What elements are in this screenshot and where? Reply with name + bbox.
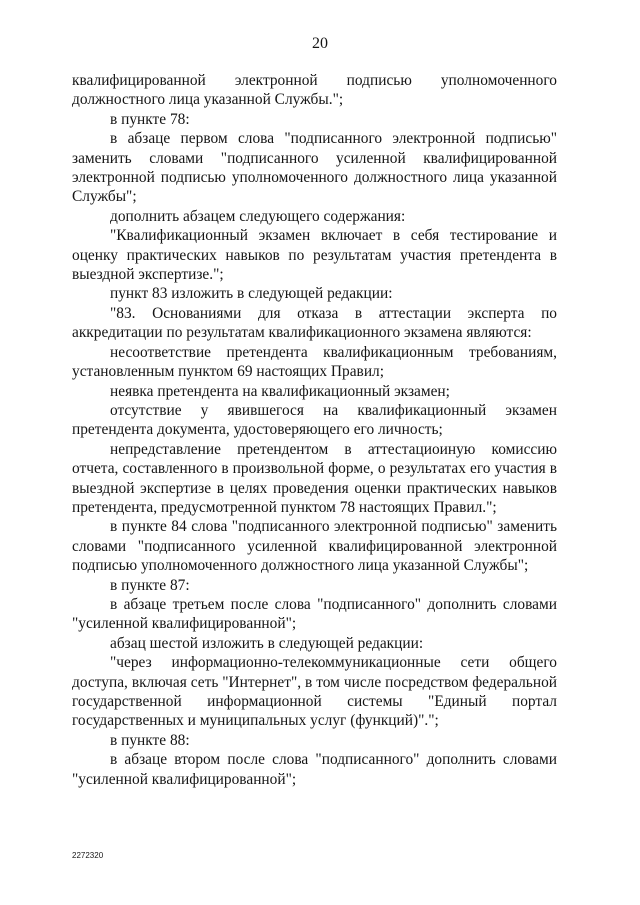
paragraph: в пункте 84 слова "подписанного электронной подписью" заменить словами "подписанного усиленной квалифицированной электронной подписью уполномоченного должностного лица указанной Службы";: [72, 518, 557, 575]
paragraph: в пункте 78:: [110, 110, 190, 128]
paragraph: в абзаце втором после слова "подписанного" дополнить словами "усиленной квалифицированной";: [72, 751, 557, 788]
page-number: 20: [312, 35, 328, 52]
paragraph: в пункте 87:: [110, 576, 190, 594]
paragraph: дополнить абзацем следующего содержания:: [110, 207, 406, 225]
document-body: [72, 71, 557, 789]
paragraph: абзац шестой изложить в следующей редакции:: [110, 634, 424, 652]
paragraph: пункт 83 изложить в следующей редакции:: [110, 285, 393, 303]
paragraph: "83. Основаниями для отказа в аттестации эксперта по аккредитации по результатам квалификационного экзамена являются:: [72, 304, 557, 342]
paragraph: несоответствие претендента квалификационным требованиям, установленным пунктом 69 настоящих Правил;: [72, 343, 557, 381]
paragraph: неявка претендента на квалификационный экзамен;: [110, 382, 450, 400]
paragraph: в абзаце третьем после слова "подписанного" дополнить словами "усиленной квалифицированной";: [72, 595, 557, 633]
paragraph: квалифицированной электронной подписью уполномоченного должностного лица указанной Службы.";: [72, 72, 557, 109]
document-id: 2272320: [72, 851, 104, 860]
paragraph: в пункте 88:: [110, 731, 190, 749]
paragraph: "Квалификационный экзамен включает в себя тестирование и оценку практических навыков по результатам участия претендента в выездной экспертизе.";: [72, 227, 557, 284]
paragraph: "через информационно-телекоммуникационные сети общего доступа, включая сеть "Интернет", в том числе посредством федеральной государственной информационной системы "Единый портал государственных и муниципальных услуг (функций)".";: [72, 654, 557, 730]
paragraph: непредставление претендентом в аттестациоиную комиссию отчета, составленного в произвольной форме, о результатах его участия в выездной экспертизе в целях проведения оценки практических навыков претендента, предусмотренной пунктом 78 настоящих Правил.";: [72, 440, 557, 516]
paragraph: отсутствие у явившегося на квалификационный экзамен претендента документа, удостоверяющего его личность;: [72, 401, 557, 439]
paragraph: в абзаце первом слова "подписанного электронной подписью" заменить словами "подписанного усиленной квалифицированной электронной подписью уполномоченного должностного лица указанной Службы";: [72, 130, 557, 206]
